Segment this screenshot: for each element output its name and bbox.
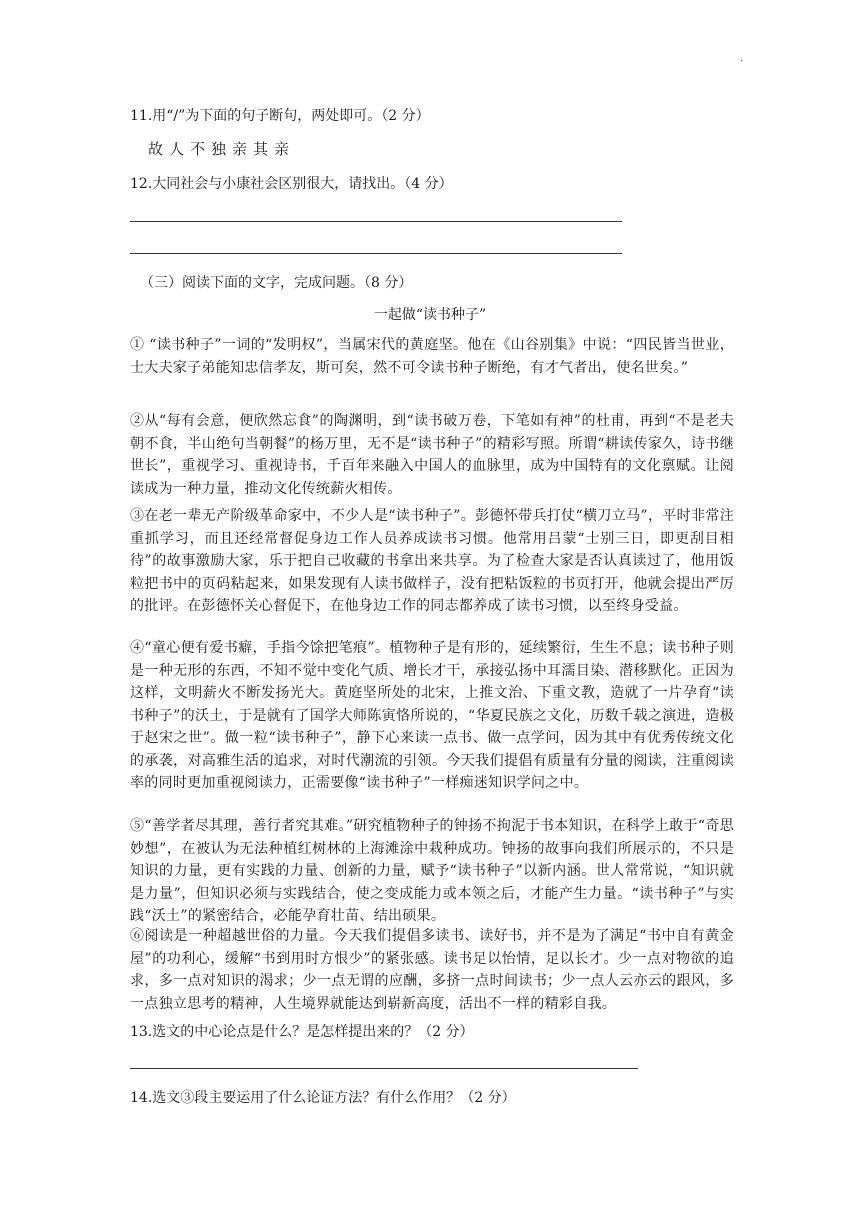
question-12-answer-line-2[interactable] [130,253,622,254]
question-14-prompt: 14.选文③段主要运用了什么论证方法？有什么作用？（2 分） [130,1090,516,1106]
article-paragraph-6: ⑥阅读是一种超越世俗的力量。今天我们提倡多读书、读好书，并不是为了满足“书中自有黄金屋”的功利心，缓解“书到用时方恨少”的紧张感。读书足以怡情，足以长才。少一点对物欲的追求，多一点对知识的渴求；少一点无谓的应酬，多挤一点时间读书；少一点人云亦云的跟风，多一点独立思考的精神，人生境界就能达到崭新高度，活出不一样的精彩自我。 [130,928,734,1012]
article-paragraph-3: ③在老一辈无产阶级革命家中，不少人是“读书种子”。彭德怀带兵打仗“横刀立马”，平时非常注重抓学习，而且还经常督促身边工作人员养成读书习惯。他常用吕蒙“士别三日，即更刮目相待”的故事激励大家，乐于把自己收藏的书拿出来共享。为了检查大家是否认真读过了，他用饭粒把书中的页码粘起来，如果发现有人读书做样子，没有把粘饭粒的书页打开，他就会提出严厉的批评。在彭德怀关心督促下，在他身边工作的同志都养成了读书习惯，以至终身受益。 [130,508,734,614]
question-13-answer-line[interactable] [130,1068,638,1069]
question-12-answer-line-1[interactable] [130,221,622,222]
article-title: 一起做“读书种子” [373,307,487,323]
question-11-prompt: 11.用“/”为下面的句子断句，两处即可。（2 分） [130,108,430,124]
question-13-prompt: 13.选文的中心论点是什么？是怎样提出来的？（2 分） [130,1024,474,1040]
question-11-sentence: 故人不独亲其亲 [148,140,296,158]
article-paragraph-2: ②从“每有会意，便欣然忘食”的陶渊明，到“读书破万卷，下笔如有神”的杜甫，再到“不是老夫朝不食，半山绝句当朝餐”的杨万里，无不是“读书种子”的精彩写照。所谓“耕读传家久，诗书继世长”，重视学习、重视诗书，千百年来融入中国人的血脉里，成为中国特有的文化禀赋。让阅读成为一种力量，推动文化传统薪火相传。 [130,413,734,497]
question-12-prompt: 12.大同社会与小康社会区别很大，请找出。（4 分） [130,176,453,192]
article-paragraph-4: ④“童心便有爱书癖，手指今馀把笔痕”。植物种子是有形的，延续繁衍，生生不息；读书种子则是一种无形的东西，不知不觉中变化气质、增长才干，承接弘扬中耳濡目染、潜移默化。正因为这样，文明薪火不断发扬光大。黄庭坚所处的北宋，上推文治、下重文教，造就了一片孕育“读书种子”的沃土，于是就有了国学大师陈寅恪所说的，“华夏民族之文化，历数千载之演进，造极于赵宋之世”。做一粒“读书种子”，静下心来读一点书、做一点学问，因为其中有优秀传统文化的承袭，对高雅生活的追求，对时代潮流的引领。今天我们提倡有质量有分量的阅读，注重阅读率的同时更加重视阅读力，正需要像“读书种子”一样痴迷知识学问之中。 [130,640,734,791]
corner-mark: · [740,56,744,67]
section-3-heading: （三）阅读下面的文字，完成问题。（8 分） [140,275,413,291]
article-paragraph-5: ⑤“善学者尽其理，善行者究其难。”研究植物种子的钟扬不拘泥于书本知识，在科学上敢于“奇思妙想”，在被认为无法种植红树林的上海滩涂中栽种成功。钟扬的故事向我们所展示的，不只是知识的力量，更有实践的力量、创新的力量，赋予“读书种子”以新内涵。世人常常说，“知识就是力量”，但知识必须与实践结合，使之变成能力或本领之后，才能产生力量。“读书种子”与实践“沃土”的紧密结合，必能孕育壮苗、结出硕果。 [130,818,734,924]
article-paragraph-1: ① “读书种子”一词的“发明权”，当属宋代的黄庭坚。他在《山谷别集》中说：“四民皆当世业，士大夫家子弟能知忠信孝友，斯可矣，然不可令读书种子断绝，有才气者出，使名世矣。” [130,337,734,376]
